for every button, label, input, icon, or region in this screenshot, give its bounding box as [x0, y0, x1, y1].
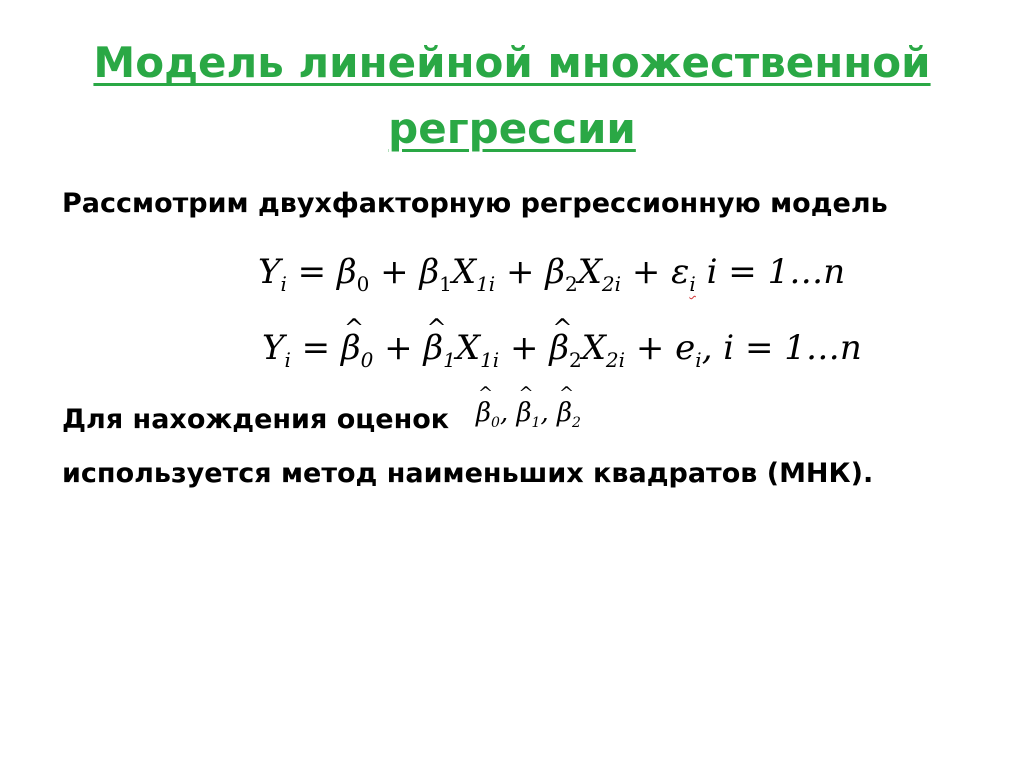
intro-text: Рассмотрим двухфакторную регрессионную модель — [62, 188, 888, 219]
estimates-formula: ^ $\beta_0$, ^ $\beta_1$, ^ $\beta_2$ — [476, 398, 581, 428]
model-formula: $Y_i = \beta_0 + \beta_1X_{1i} + \beta_2X_{2i} + \varepsilon_i$ i = 1…n — [258, 252, 846, 296]
title-line-1: Модель линейной множественной — [93, 38, 931, 87]
slide-title — [40, 30, 984, 162]
estimates-label: Для нахождения оценок — [62, 404, 450, 435]
title-line-2: регрессии — [388, 104, 636, 153]
method-text: используется метод наименьших квадратов (МНК). — [62, 458, 874, 489]
estimated-formula: $Y_i$ = ^ $\beta_0$ + ^ $\beta_1X_{1i}$ + ^ $\beta_2X_{2i} + e_i$, i = 1…n — [262, 328, 862, 368]
